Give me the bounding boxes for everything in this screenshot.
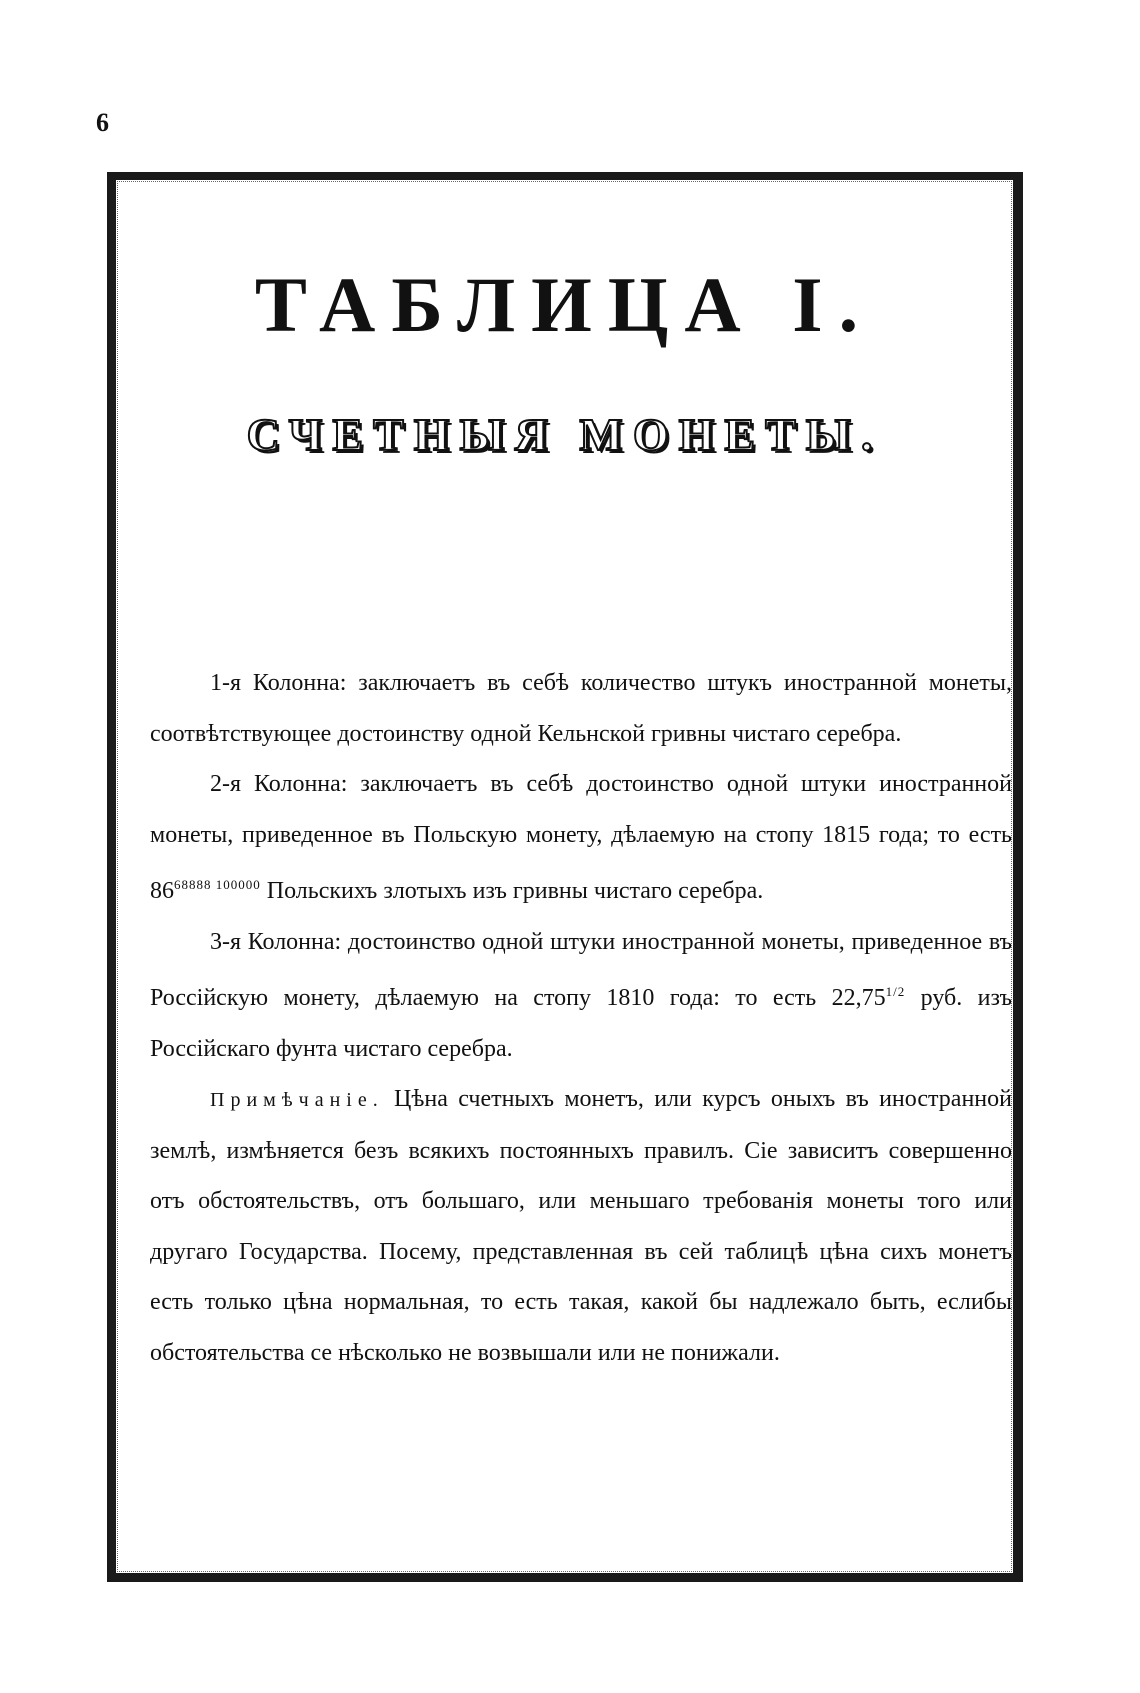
col2-text: 2-я Колонна: заключаетъ въ себѣ достоинство одной штуки иностранной монеты, приведенное въ Польскую монету, дѣлаемую на стопу 1815 года; то есть 86 bbox=[150, 771, 1012, 904]
note-label: Примѣчаніе. bbox=[210, 1089, 384, 1111]
col2-fraction: 68888 100000 bbox=[174, 877, 261, 892]
paragraph-column-3 bbox=[150, 917, 1012, 1075]
page-number: 6 bbox=[96, 108, 109, 137]
paragraph-column-2 bbox=[150, 759, 1012, 917]
table-frame bbox=[107, 172, 1023, 1582]
col3-fraction: 1/2 bbox=[885, 984, 906, 999]
col3-text-end: руб. изъ Россійскаго фунта чистаго серебра. bbox=[150, 985, 1012, 1062]
col2-text-end: Польскихъ злотыхъ изъ гривны чистаго серебра. bbox=[260, 878, 764, 904]
col3-text: 3-я Колонна: достоинство одной штуки иностранной монеты, приведенное въ Россійскую монету, дѣлаемую на стопу 1810 года: то есть 22,75 bbox=[150, 928, 1012, 1011]
note-text: Цѣна счетныхъ монетъ, или курсъ оныхъ въ иностранной землѣ, измѣняется безъ всякихъ постоянныхъ правилъ. Сіе зависитъ совершенно отъ обстоятельствъ, отъ большаго, или меньшаго требованія монеты того или другаго Государства. Посему, представленная въ сей таблицѣ цѣна сихъ монетъ есть только цѣна нормальная, то есть такая, какой бы надлежало быть, еслибы обстоятельства се нѣсколько не возвышали или не понижали. bbox=[150, 1086, 1012, 1366]
page-subtitle: СЧЕТНЫЯ МОНЕТЫ. bbox=[246, 409, 883, 460]
paragraph-note bbox=[150, 1074, 1012, 1378]
body-text bbox=[150, 658, 1012, 1378]
paragraph-column-1: 1-я Колонна: заключаетъ въ себѣ количество штукъ иностранной монеты, соотвѣтствующее достоинству одной Кельнской гривны чистаго серебра. bbox=[150, 670, 1012, 747]
page-title: ТАБЛИЦА I. bbox=[254, 261, 875, 348]
